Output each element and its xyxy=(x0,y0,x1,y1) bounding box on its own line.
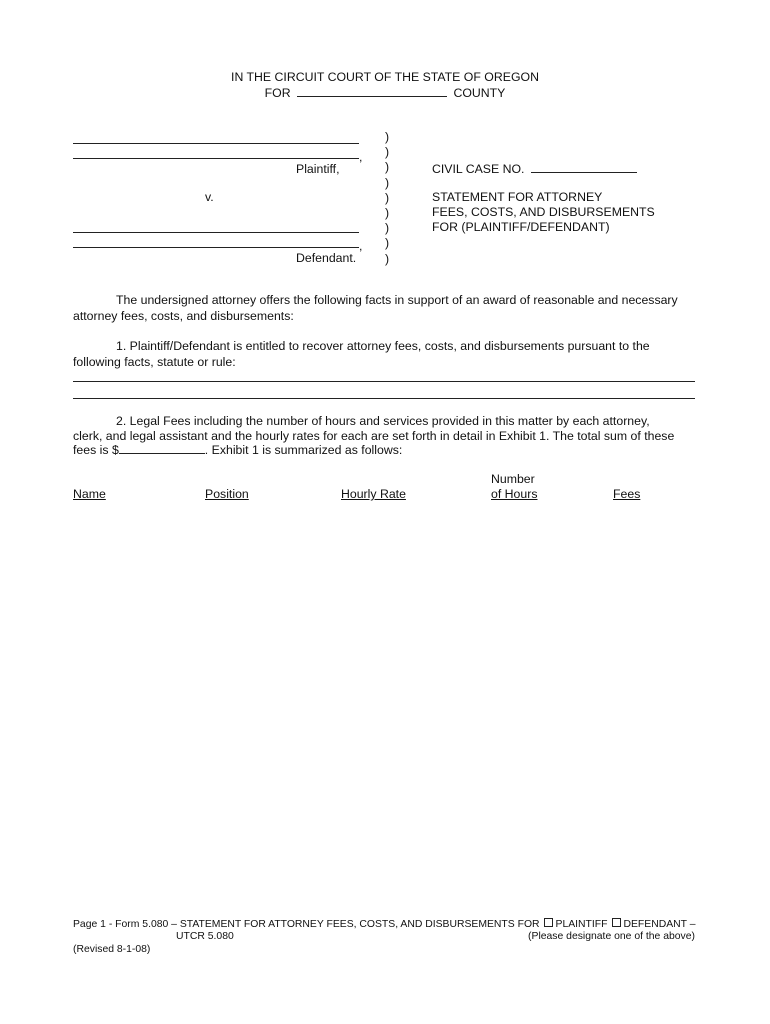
plaintiff-option-label: PLAINTIFF xyxy=(555,919,608,930)
column-header-fees: Fees xyxy=(613,487,641,501)
case-number-blank[interactable] xyxy=(531,172,637,173)
footer-revised: (Revised 8-1-08) xyxy=(73,944,151,955)
plaintiff-checkbox[interactable] xyxy=(544,918,553,927)
paren: ) xyxy=(385,145,390,160)
document-title-line: STATEMENT FOR ATTORNEY xyxy=(432,190,603,204)
court-heading: IN THE CIRCUIT COURT OF THE STATE OF OREGON xyxy=(231,70,539,84)
column-header-number: Number xyxy=(491,472,535,486)
defendant-option-label: DEFENDANT – xyxy=(623,919,696,930)
plaintiff-name-line-2[interactable] xyxy=(73,158,359,159)
plaintiff-label: Plaintiff, xyxy=(296,162,340,176)
fees-suffix: . Exhibit 1 is summarized as follows: xyxy=(204,443,403,457)
item1-text: 1. Plaintiff/Defendant is entitled to recover attorney fees, costs, and disbursements pursuant to the xyxy=(116,339,650,353)
plaintiff-name-line-1[interactable] xyxy=(73,143,359,144)
fees-total-blank[interactable] xyxy=(119,453,205,454)
defendant-name-line-2[interactable] xyxy=(73,247,359,248)
footer-utcr: UTCR 5.080 xyxy=(176,931,234,942)
defendant-label: Defendant. xyxy=(296,251,357,265)
case-number-field xyxy=(432,162,637,176)
item1-blank-line[interactable] xyxy=(73,398,695,399)
column-header-hourly-rate: Hourly Rate xyxy=(341,487,406,501)
for-label: FOR xyxy=(264,86,291,100)
paren: ) xyxy=(385,175,390,190)
county-line xyxy=(0,86,770,100)
intro-text: The undersigned attorney offers the following facts in support of an award of reasonable and necessary xyxy=(116,293,678,307)
item1-blank-line[interactable] xyxy=(73,381,695,382)
defendant-checkbox[interactable] xyxy=(612,918,621,927)
footer-designate-note: (Please designate one of the above) xyxy=(528,931,695,942)
item1-text: following facts, statute or rule: xyxy=(73,355,236,369)
paren: ) xyxy=(385,236,390,251)
column-header-hours: of Hours xyxy=(491,487,538,501)
paren: ) xyxy=(385,190,390,205)
column-header-name: Name xyxy=(73,487,106,501)
paren: ) xyxy=(385,206,390,221)
versus-label: v. xyxy=(205,190,214,204)
document-title-line: FOR (PLAINTIFF/DEFENDANT) xyxy=(432,220,610,234)
column-header-position: Position xyxy=(205,487,249,501)
footer-form-title: Page 1 - Form 5.080 – STATEMENT FOR ATTORNEY FEES, COSTS, AND DISBURSEMENTS FOR xyxy=(73,919,540,930)
county-label: COUNTY xyxy=(453,86,506,100)
paren: ) xyxy=(385,130,390,144)
case-number-label: CIVIL CASE NO. xyxy=(432,162,525,176)
paren: ) xyxy=(385,160,390,175)
caption-parens xyxy=(385,130,389,267)
paren: ) xyxy=(385,251,390,266)
comma: , xyxy=(359,239,363,253)
county-blank[interactable] xyxy=(297,96,447,97)
fees-total-line xyxy=(73,443,402,457)
comma: , xyxy=(359,150,363,164)
defendant-name-line-1[interactable] xyxy=(73,232,359,233)
paren: ) xyxy=(385,221,390,236)
document-title-line: FEES, COSTS, AND DISBURSEMENTS xyxy=(432,205,655,219)
fees-prefix: fees is $ xyxy=(73,443,119,457)
item2-text: clerk, and legal assistant and the hourly rates for each are set forth in detail in Exhibit 1. The total sum of these xyxy=(73,429,675,443)
item2-text: 2. Legal Fees including the number of hours and services provided in this matter by each attorney, xyxy=(116,414,650,428)
intro-text: attorney fees, costs, and disbursements: xyxy=(73,309,294,323)
